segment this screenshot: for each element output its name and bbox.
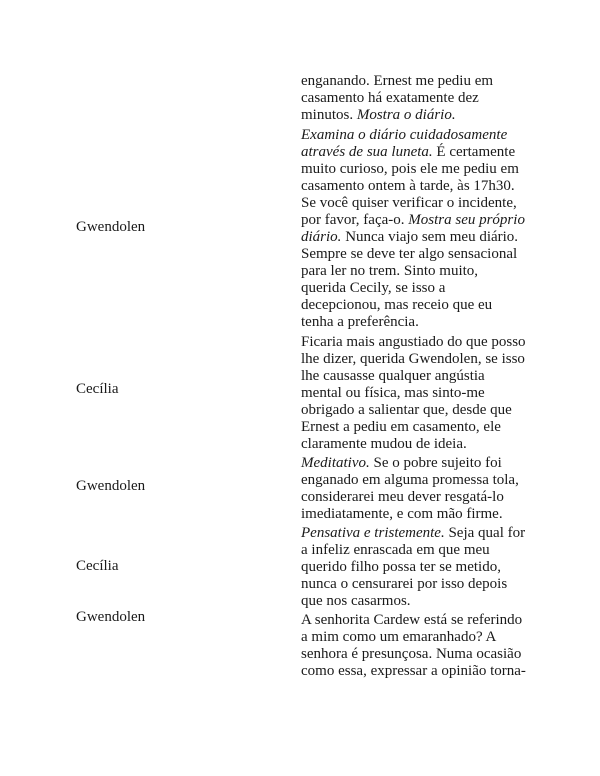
stage-direction: através de sua luneta. (301, 144, 433, 160)
stage-direction: Mostra o diário. (356, 107, 456, 123)
text-line: Se você quiser verificar o incidente, (301, 195, 517, 211)
text-line: enganando. Ernest me pediu em (301, 73, 494, 89)
text-line: Sempre se deve ter algo sensacional (301, 246, 518, 262)
text-line: querida Cecily, se isso a (301, 280, 446, 296)
stage-direction: Examina o diário cuidadosamente (301, 127, 508, 143)
text-line: para ler no trem. Sinto muito, (301, 263, 479, 279)
text-line: tenha a preferência. (301, 314, 419, 330)
stage-direction: diário. (301, 229, 342, 245)
text-line: a mim como um emaranhado? A (301, 629, 497, 645)
text-line: lhe causasse qualquer angústia (301, 368, 485, 384)
text-line: enganado em alguma promessa tola, (301, 472, 519, 488)
text-line: Ficaria mais angustiado do que posso (301, 334, 526, 350)
stage-direction: Mostra seu próprio (408, 212, 525, 228)
text-line: A senhorita Cardew está se referindo (301, 612, 523, 628)
stage-direction: Pensativa e tristemente. (301, 525, 445, 541)
text-line: como essa, expressar a opinião torna- (301, 663, 526, 679)
text-line: Pensativa e tristemente. Seja qual for (301, 525, 526, 541)
text-line: através de sua luneta. É certamente (301, 144, 516, 160)
text-line: muito curioso, pois ele me pediu em (301, 161, 519, 177)
text-line: lhe dizer, querida Gwendolen, se isso (301, 351, 525, 367)
text-line: por favor, faça-o. Mostra seu próprio (301, 212, 525, 228)
speaker-name: Gwendolen (76, 609, 146, 625)
text-line: que nos casarmos. (301, 593, 411, 609)
speaker-name: Cecília (76, 558, 119, 574)
text-line: obrigado a salientar que, desde que (301, 402, 512, 418)
text-line: querido filho possa ter se metido, (301, 559, 501, 575)
text-line: casamento há exatamente dez (301, 90, 479, 106)
text-line: Meditativo. Se o pobre sujeito foi (301, 455, 502, 471)
text-line: mental ou física, mas sinto-me (301, 385, 485, 401)
text-line: considerarei meu dever resgatá-lo (301, 489, 504, 505)
text-line (301, 126, 591, 144)
text-line: Ernest a pediu em casamento, ele (301, 419, 501, 435)
text-line: imediatamente, e com mão firme. (301, 506, 503, 522)
text-line: decepcionou, mas receio que eu (301, 297, 493, 313)
text-line: claramente mudou de ideia. (301, 436, 467, 452)
text-line: a infeliz enrascada em que meu (301, 542, 490, 558)
text-line: casamento ontem à tarde, às 17h30. (301, 178, 515, 194)
speaker-name: Gwendolen (76, 219, 146, 235)
text-line: diário. Nunca viajo sem meu diário. (301, 229, 519, 245)
stage-direction: Meditativo. (301, 455, 370, 471)
text-line: nunca o censurarei por isso depois (301, 576, 508, 592)
text-line: minutos. Mostra o diário. (301, 107, 456, 123)
speaker-name: Gwendolen (76, 478, 146, 494)
text-line: senhora é presunçosa. Numa ocasião (301, 646, 522, 662)
speaker-name: Cecília (76, 381, 119, 397)
